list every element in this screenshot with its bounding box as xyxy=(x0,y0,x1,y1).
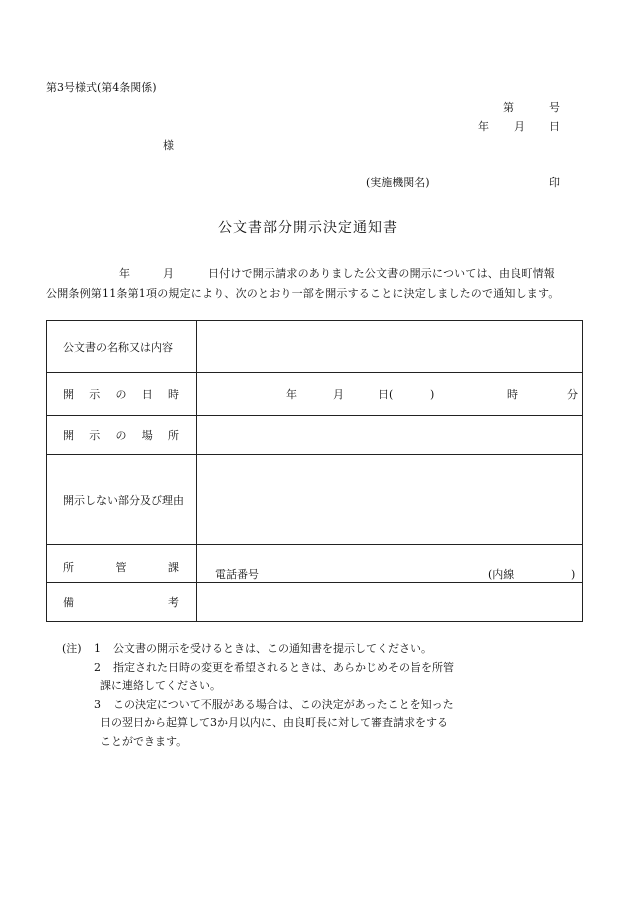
extension-open: (内線 xyxy=(488,568,515,581)
row-disclosure-datetime xyxy=(47,373,583,416)
intro-nen: 年 xyxy=(119,267,131,280)
note-1-number: 1 xyxy=(94,642,101,655)
dt-fun: 分 xyxy=(567,388,578,401)
label-char: 備 xyxy=(63,596,74,609)
value-document-name xyxy=(197,321,583,373)
extension-close: ) xyxy=(571,568,576,581)
label-char: 考 xyxy=(168,596,179,609)
label-char: 開 xyxy=(63,429,74,442)
dt-paren-close: ) xyxy=(430,388,435,401)
label-char: 開 xyxy=(63,388,74,401)
form-number: 第3号様式(第4条関係) xyxy=(46,81,157,94)
disclosure-form-table xyxy=(46,320,583,622)
value-disclosure-place xyxy=(197,416,583,455)
date-nen: 年 xyxy=(478,120,489,133)
dt-nen: 年 xyxy=(286,388,297,401)
note-2-text-a: 指定された日時の変更を希望されるときは、あらかじめその旨を所管 xyxy=(113,661,454,674)
document-title: 公文書部分開示決定通知書 xyxy=(218,220,398,236)
note-3-text-c: ことができます。 xyxy=(100,735,188,748)
label-char: 示 xyxy=(89,388,101,401)
row-document-name xyxy=(47,321,583,373)
row-disclosure-place xyxy=(47,416,583,455)
note-3-number: 3 xyxy=(94,698,101,711)
date-tsuki: 月 xyxy=(514,120,525,133)
label-document-name: 公文書の名称又は内容 xyxy=(63,340,173,354)
dt-hi: 日( xyxy=(378,388,394,401)
row-nondisclosed-part xyxy=(47,455,583,545)
intro-line2: 公開条例第11条第1項の規定により、次のとおり一部を開示することに決定しましたので通知します。 xyxy=(46,287,560,300)
label-char: 課 xyxy=(168,561,179,574)
doc-number-dai: 第 xyxy=(503,101,514,114)
row-department xyxy=(47,545,583,583)
agency-name: (実施機関名) xyxy=(366,176,430,189)
label-char: の xyxy=(115,388,127,401)
value-remarks xyxy=(197,583,583,622)
label-disclosure-place xyxy=(47,427,196,443)
label-char: 所 xyxy=(168,429,179,442)
notes-prefix: (注) xyxy=(62,642,82,655)
phone-label: 電話番号 xyxy=(215,568,259,581)
date-hi: 日 xyxy=(549,120,560,133)
value-department xyxy=(197,545,583,583)
value-disclosure-datetime xyxy=(197,373,583,416)
doc-number-go: 号 xyxy=(549,101,560,114)
dt-ji: 時 xyxy=(507,388,518,401)
intro-line1: 日付けで開示請求のありました公文書の開示については、由良町情報 xyxy=(208,267,555,280)
label-char: 所 xyxy=(63,561,74,574)
row-remarks xyxy=(47,583,583,622)
intro-tsuki: 月 xyxy=(163,267,175,280)
note-3-text-b: 日の翌日から起算して3か月以内に、由良町長に対して審査請求をする xyxy=(100,716,448,729)
label-department xyxy=(47,545,196,575)
seal-mark: 印 xyxy=(549,176,560,189)
label-char: 時 xyxy=(168,388,179,401)
value-nondisclosed-part xyxy=(197,455,583,545)
label-char: 場 xyxy=(141,429,153,442)
note-1-text: 公文書の開示を受けるときは、この通知書を提示してください。 xyxy=(113,642,432,655)
label-disclosure-datetime xyxy=(47,386,196,402)
label-remarks xyxy=(47,594,196,610)
label-char: の xyxy=(115,429,127,442)
addressee-sama: 様 xyxy=(163,139,174,152)
note-2-number: 2 xyxy=(94,661,101,674)
label-char: 日 xyxy=(141,388,153,401)
label-nondisclosed-part: 開示しない部分及び理由 xyxy=(63,493,184,507)
note-2-text-b: 課に連絡してください。 xyxy=(100,679,221,692)
label-char: 示 xyxy=(89,429,101,442)
note-3-text-a: この決定について不服がある場合は、この決定があったことを知った xyxy=(113,698,454,711)
label-char: 管 xyxy=(115,561,127,574)
dt-tsuki: 月 xyxy=(333,388,344,401)
